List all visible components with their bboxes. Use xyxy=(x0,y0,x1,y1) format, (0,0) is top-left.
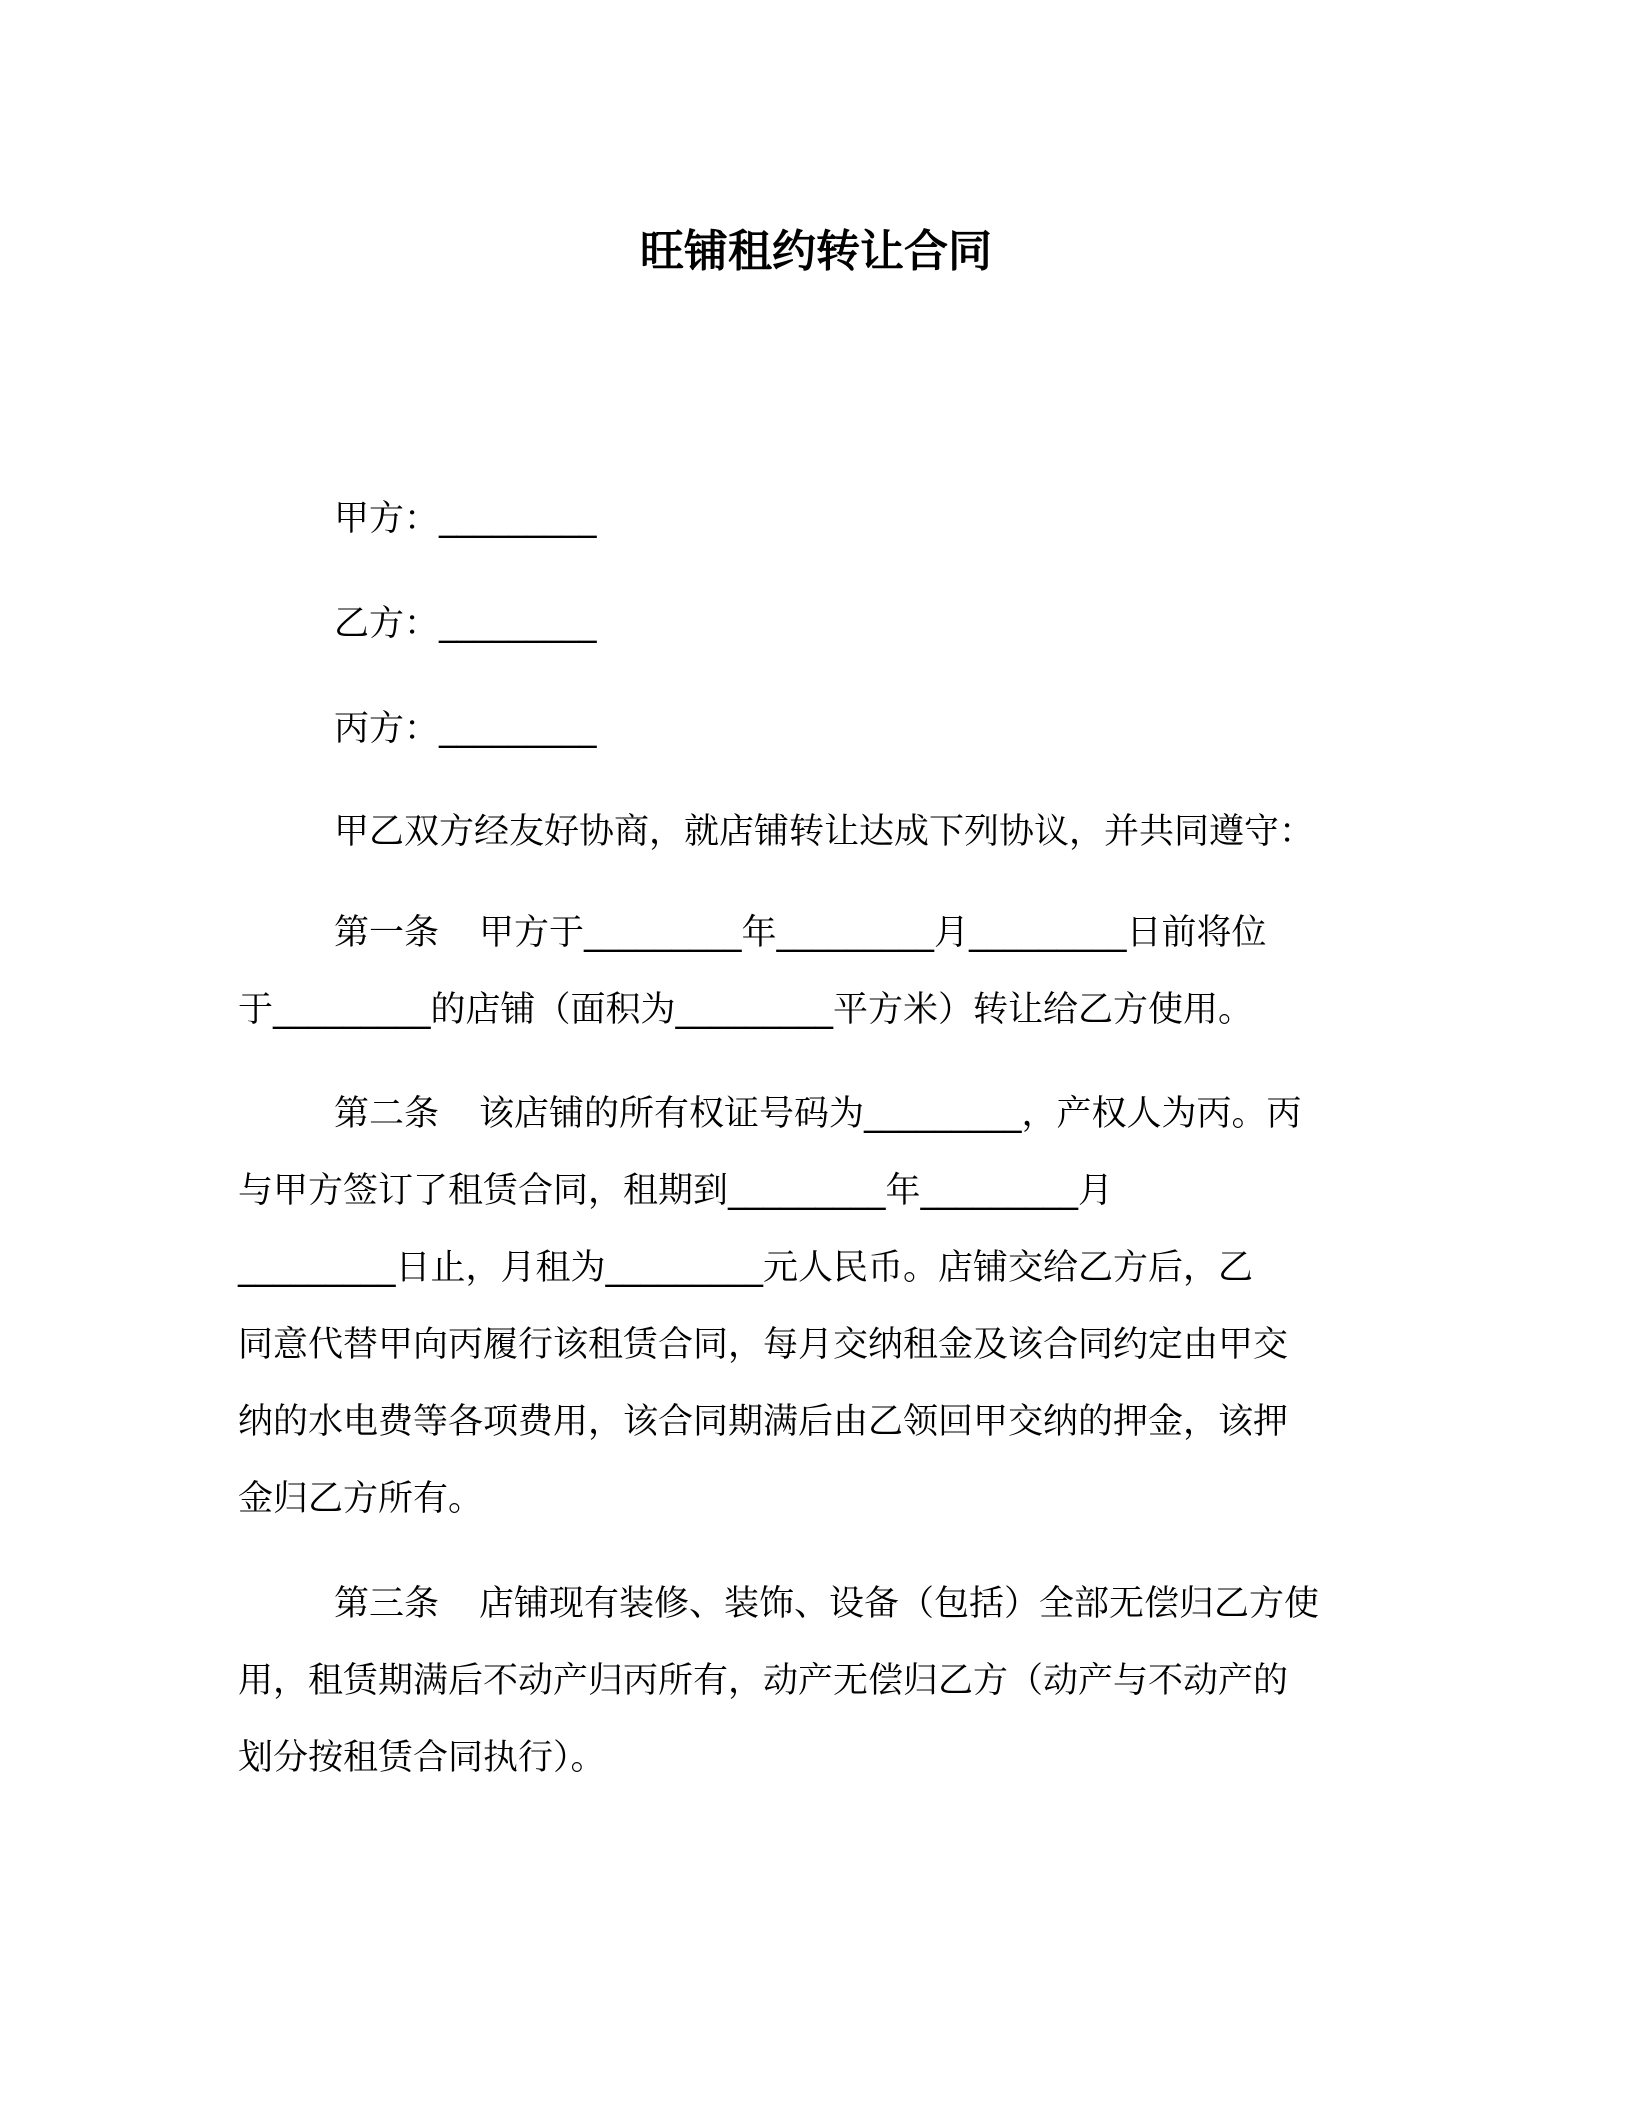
article-3-label: 第三条 xyxy=(334,1584,440,1624)
article-2-line-3: _________日止，月租为_________元人民币。店铺交给乙方后，乙 xyxy=(238,1248,1254,1288)
article-1-line-2: 于_________的店铺（面积为_________平方米）转让给乙方使用。 xyxy=(238,990,1254,1030)
article-3-line-1: 第三条 店铺现有装修、装饰、设备（包括）全部无偿归乙方使 xyxy=(334,1584,1320,1624)
party-b-line: 乙方：_________ xyxy=(334,604,597,644)
article-2-line-4: 同意代替甲向丙履行该租赁合同，每月交纳租金及该合同约定由甲交 xyxy=(238,1325,1289,1365)
party-a-line: 甲方：_________ xyxy=(334,499,597,539)
article-1 xyxy=(238,895,1398,1049)
article-3-line-2: 用，租赁期满后不动产归丙所有，动产无偿归乙方（动产与不动产的 xyxy=(238,1661,1289,1701)
article-2-line-6: 金归乙方所有。 xyxy=(238,1479,484,1519)
article-3 xyxy=(238,1566,1398,1797)
article-2-line-5: 纳的水电费等各项费用，该合同期满后由乙领回甲交纳的押金，该押 xyxy=(238,1402,1289,1442)
document-title: 旺铺租约转让合同 xyxy=(640,226,992,277)
article-2 xyxy=(238,1076,1398,1538)
article-2-label: 第二条 xyxy=(334,1094,440,1134)
article-2-line-2: 与甲方签订了租赁合同，租期到_________年_________月 xyxy=(238,1171,1114,1211)
article-2-line-1: 第二条 该店铺的所有权证号码为_________，产权人为丙。丙 xyxy=(334,1094,1302,1134)
article-1-line-1: 第一条 甲方于_________年_________月_________日前将位 xyxy=(334,913,1267,953)
article-3-line-3: 划分按租赁合同执行）。 xyxy=(238,1738,606,1778)
intro-paragraph xyxy=(238,794,1398,871)
party-c-line: 丙方：_________ xyxy=(334,709,597,749)
intro-text: 甲乙双方经友好协商，就店铺转让达成下列协议，并共同遵守： xyxy=(334,812,1315,852)
article-1-label: 第一条 xyxy=(334,913,440,953)
